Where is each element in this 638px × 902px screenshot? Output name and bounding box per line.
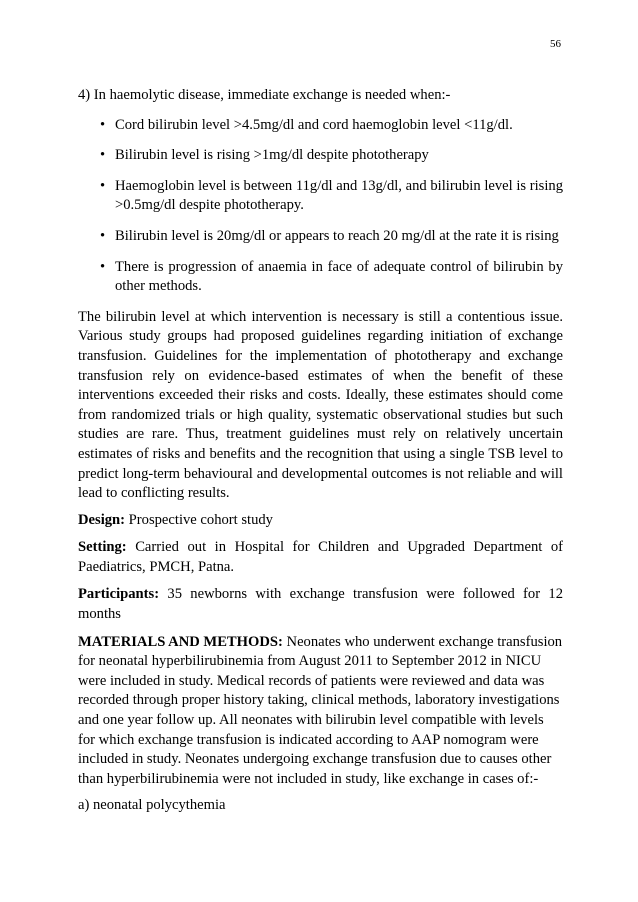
criteria-item: • There is progression of anaemia in face of adequate control of bilirubin by other methods. [78, 258, 563, 297]
methods-section [78, 633, 563, 790]
methods-heading: MATERIALS AND METHODS: [78, 633, 283, 650]
setting-section [78, 538, 563, 577]
criteria-item: • Haemoglobin level is between 11g/dl and 13g/dl, and bilirubin level is rising >0.5mg/dl despite phototherapy. [78, 177, 563, 216]
page-number: 56 [550, 38, 561, 50]
page-content [78, 86, 563, 816]
design-text: Prospective cohort study [125, 511, 273, 528]
criteria-item: • Cord bilirubin level >4.5mg/dl and cord haemoglobin level <11g/dl. [78, 116, 563, 136]
design-section [78, 511, 563, 531]
list-item-a: a) neonatal polycythemia [78, 797, 226, 814]
intro-line: 4) In haemolytic disease, immediate exchange is needed when:- [78, 87, 451, 103]
criteria-list [78, 116, 563, 297]
setting-label: Setting: [78, 539, 127, 556]
body-paragraph: The bilirubin level at which intervention is necessary is still a contentious issue. Various study groups had proposed guidelines regarding initiation of exchange transfusion. Guidelines for the implementation of phototherapy and exchange transfusion rely on evidence-based estimates of when the benefit of these interventions exceeded their risks and costs. Ideally, these estimates should come from randomized trials or high quality, systematic observational studies but such studies are rare. Thus, treatment guidelines must rely on relatively uncertain estimates of risks and benefits and the recognition that using a single TSB level to predict long-term behavioural and developmental outcomes is not reliable and will lead to conflicting results. [78, 308, 563, 502]
setting-text: Carried out in Hospital for Children and Upgraded Department of Paediatrics, PMCH, Patna. [78, 539, 563, 575]
criteria-item: • Bilirubin level is rising >1mg/dl despite phototherapy [78, 146, 563, 166]
participants-label: Participants: [78, 586, 160, 603]
criteria-item: • Bilirubin level is 20mg/dl or appears to reach 20 mg/dl at the rate it is rising [78, 227, 563, 247]
participants-text: 35 newborns with exchange transfusion were followed for 12 months [78, 586, 563, 623]
design-label: Design: [78, 511, 126, 528]
methods-text: Neonates who underwent exchange transfusion for neonatal hyperbilirubinemia from August 2011 to September 2012 in NICU were included in study. Medical records of patients were reviewed and data was recorded through proper history taking, clinical methods, laboratory investigations and one year follow up. All neonates with bilirubin level compatible with levels for which exchange transfusion is indicated according to AAP nomogram were included in study. Neonates undergoing exchange transfusion due to causes other than hyperbilirubinemia were not included in study, like exchange in cases of:- [78, 633, 563, 787]
participants-section [78, 585, 563, 624]
